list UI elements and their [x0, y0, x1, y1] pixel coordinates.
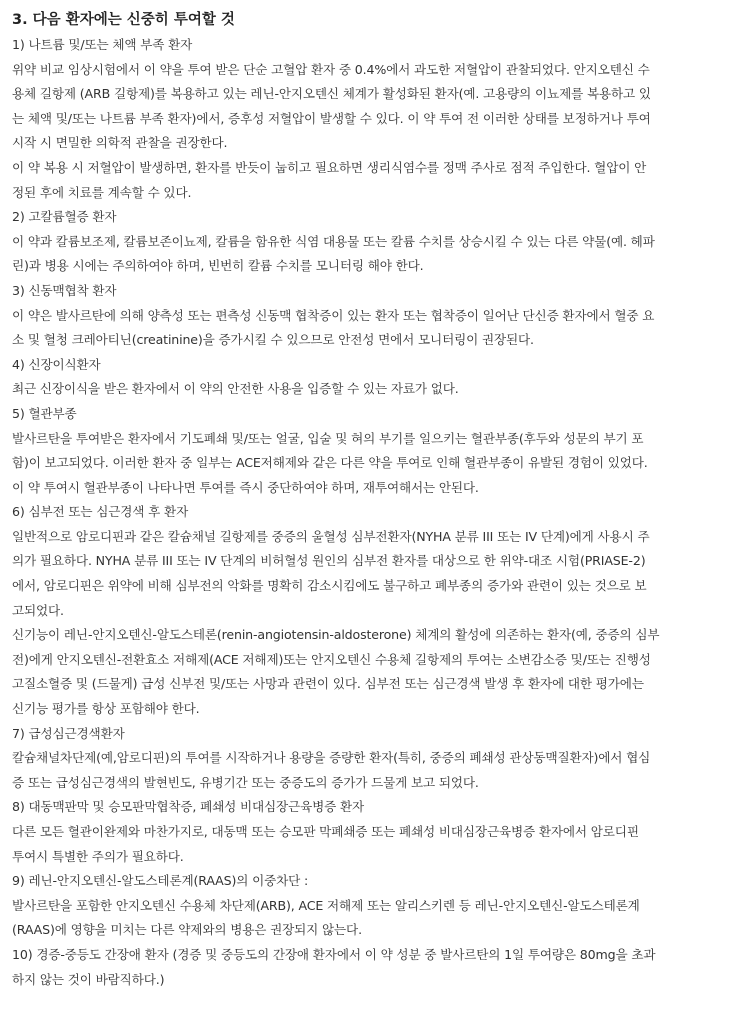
subsection-heading: 3) 신동맥협착 환자 [12, 282, 117, 298]
paragraph-line: (RAAS)에 영향을 미치는 다른 약제와의 병용은 권장되지 않는다. [12, 922, 362, 938]
subsection-heading: 9) 레닌-안지오텐신-알도스테론계(RAAS)의 이중차단 : [12, 873, 309, 889]
paragraph-line: 신기능 평가를 항상 포함해야 한다. [12, 701, 200, 717]
subsection-heading: 10) 경증-중등도 간장애 환자 (경증 및 중등도의 간장애 환자에서 이 약 성분 중 발사르탄의 1일 투여량은 80mg을 초과 [12, 946, 656, 962]
paragraph-line: 시작 시 면밀한 의학적 관찰을 권장한다. [12, 135, 228, 151]
paragraph-line: 이 약과 칼륨보조제, 칼륨보존이뇨제, 칼륨을 함유한 식염 대용물 또는 칼륨 수치를 상승시킬 수 있는 다른 약물(예. 헤파 [12, 233, 655, 249]
paragraph-line: 전)에게 안지오텐신-전환효소 저해제(ACE 저해제)또는 안지오텐신 수용체 길항제의 투여는 소변감소증 및/또는 진행성 [12, 651, 651, 667]
subsection-heading: 8) 대동맥판막 및 승모판막협착증, 폐쇄성 비대심장근육병증 환자 [12, 799, 365, 815]
paragraph-line: 용체 길항제 (ARB 길항제)를 복용하고 있는 레닌-안지오텐신 체계가 활성화된 환자(예. 고용량의 이뇨제를 복용하고 있 [12, 86, 651, 102]
paragraph-line: 증 또는 급성심근경색의 발현빈도, 유병기간 또는 중증도의 증가가 드물게 보고 되었다. [12, 774, 479, 790]
paragraph-line: 는 체액 및/또는 나트륨 부족 환자)에서, 증후성 저혈압이 발생할 수 있다. 이 약 투여 전 이러한 상태를 보정하거나 투여 [12, 110, 651, 126]
subsection-heading: 1) 나트륨 및/또는 체액 부족 환자 [12, 37, 193, 52]
subsection-heading: 4) 신장이식환자 [12, 356, 101, 372]
section-content [12, 33, 723, 992]
paragraph-line: 고되었다. [12, 602, 64, 618]
paragraph-line: 하지 않는 것이 바람직하다.) [12, 971, 165, 987]
paragraph-line: 위약 비교 임상시험에서 이 약을 투여 받은 단순 고혈압 환자 중 0.4%에서 과도한 저혈압이 관찰되었다. 안지오텐신 수 [12, 61, 650, 77]
paragraph-line: 소 및 혈청 크레아티닌(creatinine)을 증가시킬 수 있으므로 안전성 면에서 모니터링이 권장된다. [12, 332, 534, 348]
paragraph-line: 이 약 투여시 혈관부종이 나타나면 투여를 즉시 중단하여야 하며, 재투여해서는 안된다. [12, 479, 479, 495]
subsection-heading: 5) 혈관부종 [12, 405, 77, 421]
section-heading: 3. 다음 환자에는 신중히 투여할 것 [12, 12, 235, 28]
subsection-heading: 2) 고칼륨혈증 환자 [12, 209, 117, 225]
paragraph-line: 발사르탄을 투여받은 환자에서 기도폐쇄 및/또는 얼굴, 입술 및 혀의 부기를 일으키는 혈관부종(후두와 성문의 부기 포 [12, 430, 644, 446]
paragraph-line: 투여시 특별한 주의가 필요하다. [12, 848, 184, 864]
paragraph-line: 신기능이 레닌-안지오텐신-알도스테론(renin-angiotensin-aldosterone) 체계의 활성에 의존하는 환자(예, 중증의 심부 [12, 627, 660, 643]
paragraph-line: 칼슘채널차단제(예,암로디핀)의 투여를 시작하거나 용량을 증량한 환자(특히, 중증의 폐쇄성 관상동맥질환자)에서 협심 [12, 750, 651, 766]
paragraph-line: 다른 모든 혈관이완제와 마찬가지로, 대동맥 또는 승모판 막폐쇄증 또는 폐쇄성 비대심장근육병증 환자에서 암로디핀 [12, 824, 639, 839]
paragraph-line: 고질소혈증 및 (드물게) 급성 신부전 및/또는 사망과 관련이 있다. 심부전 또는 심근경색 발생 후 환자에 대한 평가에는 [12, 676, 644, 692]
paragraph-line: 발사르탄을 포함한 안지오텐신 수용체 차단제(ARB), ACE 저해제 또는 알리스키렌 등 레닌-안지오텐신-알도스테론계 [12, 897, 640, 913]
paragraph-line: 정된 후에 치료를 계속할 수 있다. [12, 184, 192, 200]
paragraph-line: 최근 신장이식을 받은 환자에서 이 약의 안전한 사용을 입증할 수 있는 자료가 없다. [12, 381, 459, 397]
paragraph-line: 에서, 암로디핀은 위약에 비해 심부전의 악화를 명확히 감소시킴에도 불구하고 폐부종의 증가와 관련이 있는 것으로 보 [12, 578, 647, 594]
paragraph-line: 일반적으로 암로디핀과 같은 칼슘채널 길항제를 중증의 울혈성 심부전환자(NYHA 분류 III 또는 IV 단계)에게 사용시 주 [12, 528, 650, 544]
subsection-heading: 7) 급성심근경색환자 [12, 725, 125, 741]
paragraph-line: 린)과 병용 시에는 주의하여야 하며, 빈번히 칼륨 수치를 모니터링 해야 한다. [12, 258, 424, 274]
paragraph-line: 이 약 복용 시 저혈압이 발생하면, 환자를 반듯이 눕히고 필요하면 생리식염수를 정맥 주사로 점적 주입한다. 혈압이 안 [12, 159, 647, 175]
paragraph-line: 의가 필요하다. NYHA 분류 III 또는 IV 단계의 비허혈성 원인의 심부전 환자를 대상으로 한 위약-대조 시험(PRIASE-2) [12, 553, 646, 569]
paragraph-line: 함)이 보고되었다. 이러한 환자 중 일부는 ACE저해제와 같은 다른 약을 투여로 인해 혈관부종이 유발된 경험이 있었다. [12, 455, 648, 471]
subsection-heading: 6) 심부전 또는 심근경색 후 환자 [12, 504, 189, 520]
paragraph-line: 이 약은 발사르탄에 의해 양측성 또는 편측성 신동맥 협착증이 있는 환자 또는 협착증이 일어난 단신증 환자에서 혈중 요 [12, 307, 655, 323]
